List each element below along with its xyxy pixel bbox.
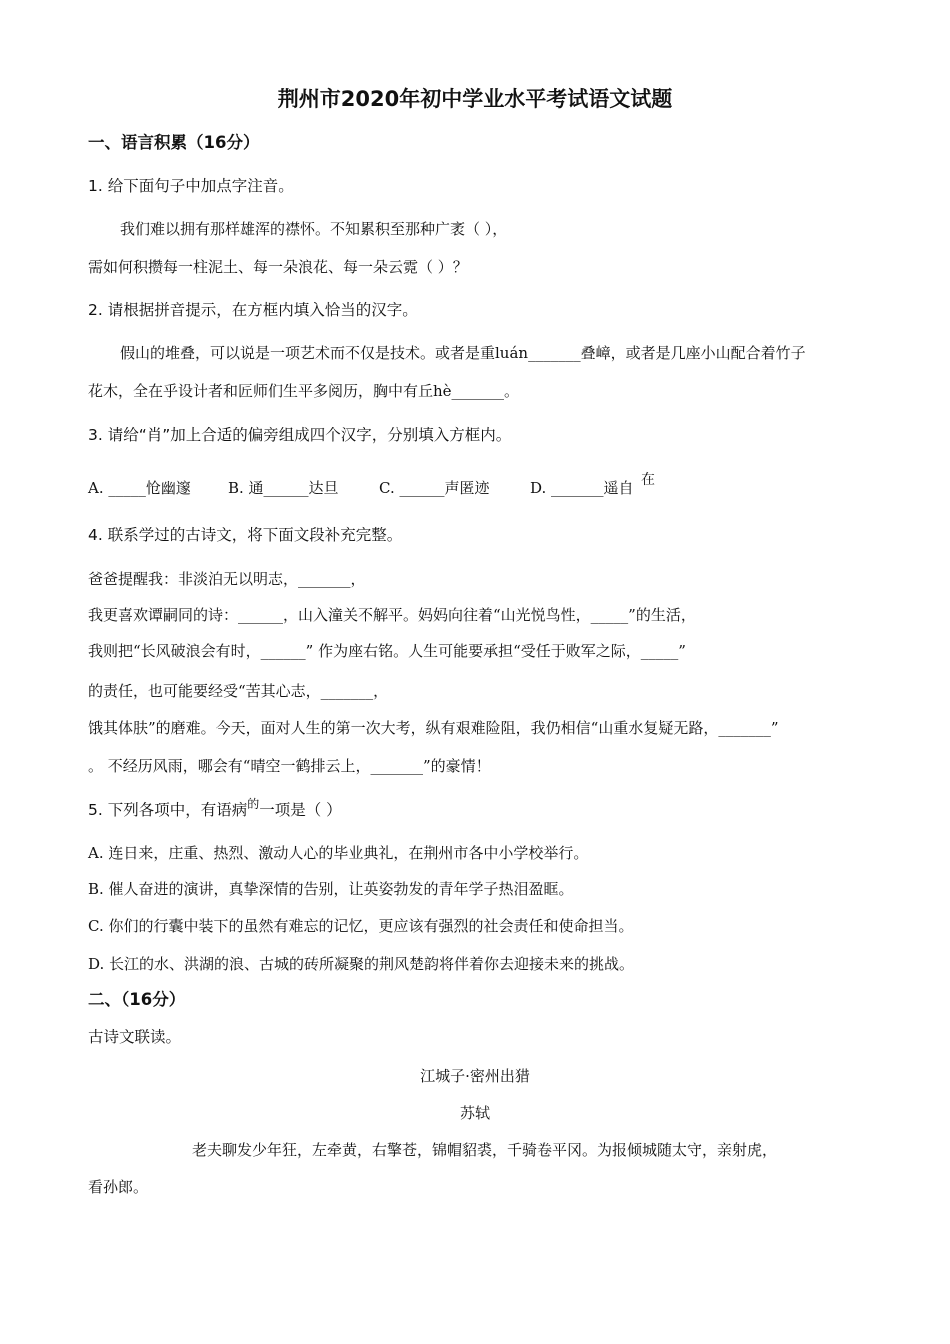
q5-stem: [88, 797, 342, 821]
q5-option-c: C. 你们的行囊中装下的虽然有难忘的记忆，更应该有强烈的社会责任和使命担当。: [88, 917, 634, 935]
q4-line: 我则把“长风破浪会有时，______” 作为座右铭。人生可能要承担“受任于败军之际，_____”: [88, 642, 686, 660]
poem-line1: 老夫聊发少年狂，左牵黄，右擎苍，锦帽貂裘，千骑卷平冈。为报倾城随太守，亲射虎，: [192, 1141, 778, 1159]
q5-option-b: B. 催人奋进的演讲，真挚深情的告别，让英姿勃发的青年学子热泪盈眶。: [88, 880, 574, 898]
q3-stray-char: 在: [641, 472, 655, 488]
q2-stem: 2. 请根据拼音提示，在方框内填入恰当的汉字。: [88, 301, 418, 319]
q3-option-b: B. 通______达旦: [228, 479, 339, 497]
q5-option-a: A. 连日来，庄重、热烈、激动人心的毕业典礼，在荆州市各中小学校举行。: [88, 844, 589, 862]
page-title: 荆州市2020年初中学业水平考试语文试题: [277, 87, 673, 111]
q3-option-c: C. ______声匿迹: [379, 479, 490, 497]
section2-heading: 二、（16分）: [88, 990, 186, 1009]
q5-stem-a: 5. 下列各项中，有语病: [88, 801, 248, 819]
q1-stem: 1. 给下面句子中加点字注音。: [88, 177, 294, 195]
q4-stem: 4. 联系学过的古诗文，将下面文段补充完整。: [88, 526, 403, 544]
q5-stem-sup: 的: [247, 797, 260, 811]
poem-author: 苏轼: [459, 1104, 490, 1122]
q1-line2: 需如何积攒每一柱泥土、每一朵浪花、每一朵云霓（ ）？: [88, 258, 468, 276]
section1-heading: 一、语言积累（16分）: [88, 133, 260, 152]
q4-line: 。 不经历风雨，哪会有“晴空一鹤排云上，_______”的豪情！: [88, 757, 491, 775]
q4-line: 我更喜欢谭嗣同的诗：______，山入潼关不解平。妈妈向往着“山光悦鸟性，_____”的生活，: [88, 606, 696, 624]
q5-stem-b: 一项是（ ）: [259, 801, 342, 819]
section2-intro: 古诗文联读。: [88, 1028, 182, 1046]
q3-option-a: A. _____怆幽邃: [88, 479, 191, 497]
q2-line1: 假山的堆叠，可以说是一项艺术而不仅是技术。或者是重luán_______叠嶂，或者是几座小山配合着竹子: [120, 344, 806, 362]
q4-line: 的责任，也可能要经受“苦其心志，_______，: [88, 682, 389, 700]
q5-option-d: D. 长江的水、洪湖的浪、古城的砖所凝聚的荆风楚韵将伴着你去迎接未来的挑战。: [88, 955, 635, 973]
q2-line2: 花木，全在乎设计者和匠师们生平多阅历，胸中有丘hè_______。: [88, 382, 520, 400]
q3-stem: 3. 请给“肖”加上合适的偏旁组成四个汉字，分别填入方框内。: [88, 426, 512, 444]
q1-line1: 我们难以拥有那样雄浑的襟怀。不知累积至那种广袤（ ），: [120, 220, 508, 238]
poem-line2: 看孙郎。: [88, 1178, 149, 1196]
poem-title: 江城子·密州出猎: [420, 1067, 530, 1085]
q4-line: 饿其体肤”的磨难。今天，面对人生的第一次大考，纵有艰难险阻，我仍相信“山重水复疑无路，_______”: [88, 719, 779, 737]
q4-line: 爸爸提醒我：非淡泊无以明志，_______，: [88, 570, 366, 588]
q3-option-d: D. _______遥自: [530, 479, 634, 497]
